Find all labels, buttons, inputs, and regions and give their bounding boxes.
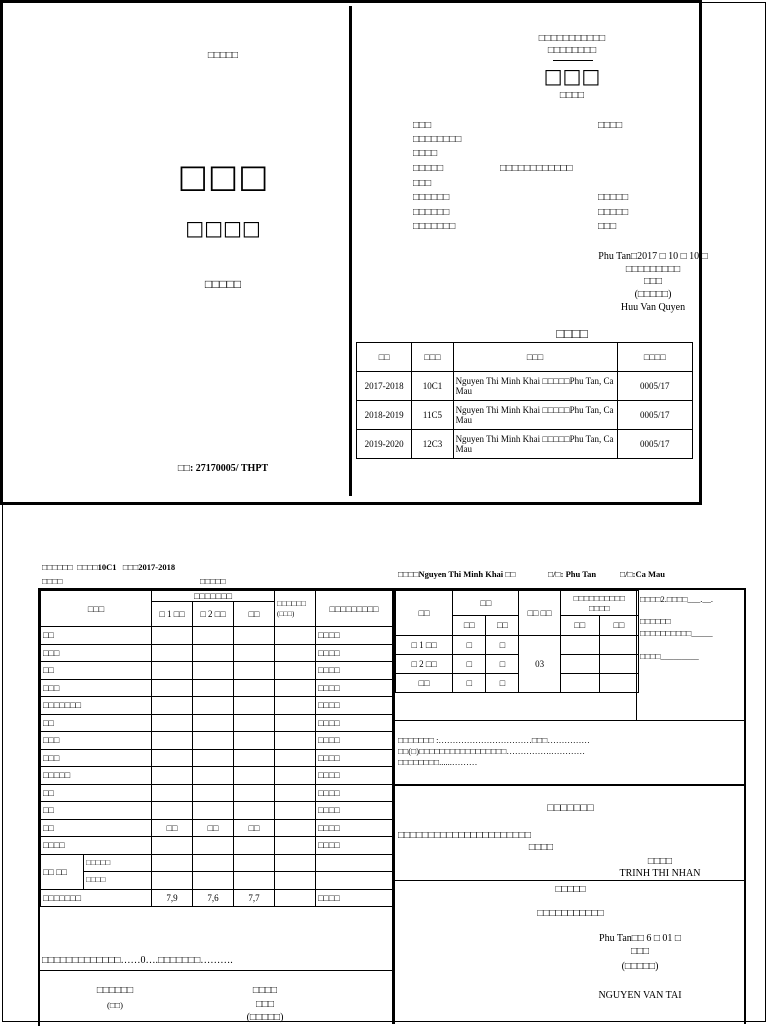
info-header-line1: □□□□□□□□□□□ [538, 33, 606, 44]
principal-line3: (□□□□□) [621, 961, 659, 972]
history-col-class: □□□ [412, 343, 453, 372]
cover-caption: □□□□□ [204, 277, 242, 291]
principal-line2: □□□ [630, 946, 650, 957]
elective-subject: □□□□ [84, 872, 152, 890]
table-row [357, 401, 693, 430]
grade-subject: □□ [41, 662, 152, 680]
history-year: 2017-2018 [357, 372, 412, 401]
grade-subject: □□ [41, 714, 152, 732]
grade-col-group: □□□□□□□ [152, 591, 275, 602]
teacher-signature: □□□□ [316, 767, 393, 785]
history-col-code: □□□□ [617, 343, 692, 372]
table-row [41, 714, 393, 732]
history-title: □□□□ [556, 326, 588, 341]
homeroom-teacher-name: TRINH THI NHAN [619, 868, 701, 879]
grade-subject: □□□ [41, 749, 152, 767]
homeroom-title: □□□□□□□ [547, 802, 594, 814]
side-note-1: □□□□2.□□□□___.__. [640, 594, 713, 604]
history-class: 12C3 [412, 430, 453, 459]
attendance-table [395, 590, 639, 693]
info-sign-line3: (□□□□□) [634, 289, 672, 300]
grade-subject: □□□□□□□ [41, 697, 152, 715]
info-field: □□□□□□ [413, 207, 450, 218]
grade-subject: □□ [41, 802, 152, 820]
page2-right-school: □□□□Nguyen Thi Minh Khai □□ [398, 569, 516, 579]
info-field-right: □□□□□□□□□□□□ [500, 163, 573, 174]
info-sign-line2: □□□ [643, 276, 663, 287]
history-code: 0005/17 [617, 430, 692, 459]
grade-subject: □□□□□ [41, 767, 152, 785]
grade-table [40, 590, 393, 907]
table-row [41, 802, 393, 820]
average-year: 7,7 [234, 889, 275, 907]
table-row [41, 644, 393, 662]
att-value: □ [453, 636, 486, 655]
average-label: □□□□□□□ [41, 889, 152, 907]
info-signer-name: Huu Van Quyen [620, 302, 686, 313]
grade-col-s2: □ 2 □□ [193, 602, 234, 627]
att-bottom-line [395, 720, 746, 721]
att-value: □ [453, 655, 486, 674]
cover-big-title: □□□ [177, 157, 269, 195]
grade-subject: □□ [41, 819, 152, 837]
table-row [396, 636, 639, 655]
info-field-right: □□□□□ [598, 192, 629, 203]
table-row [396, 655, 639, 674]
teacher-signature: □□□□ [316, 837, 393, 855]
att-term: □ 1 □□ [396, 636, 453, 655]
teacher-signature: □□□□ [316, 662, 393, 680]
history-col-school: □□□ [453, 343, 617, 372]
history-class: 11C5 [412, 401, 453, 430]
remark-line-2: □□(□)□□□□□□□□□□□□□□□□□…………….………… [398, 746, 585, 756]
att-value: □ [486, 655, 519, 674]
att-col-term: □□ [396, 591, 453, 636]
table-row [41, 767, 393, 785]
remark-line-1: □□□□□□□ :……………………………□□□…………… [398, 735, 590, 745]
table-row [41, 662, 393, 680]
grade-subject: □□□ [41, 732, 152, 750]
page2-left-header-2b: □□□□□ [200, 576, 226, 586]
info-field: □□□ [413, 120, 432, 131]
att-sub: □□ [599, 615, 638, 635]
att-col-rating: □□□□□□□□□□ □□□□ [560, 591, 638, 616]
section-divider [395, 880, 746, 881]
table-row [41, 697, 393, 715]
grade-col-subject: □□□ [41, 591, 152, 627]
att-sub: □□ [453, 615, 486, 635]
info-field-right: □□□ [598, 221, 617, 232]
side-box-border [636, 588, 637, 720]
teacher-signature: □□□□ [316, 644, 393, 662]
homeroom-sign: □□□□ [647, 856, 673, 867]
info-field-right: □□□□□ [598, 207, 629, 218]
grade-subject: □□□ [41, 679, 152, 697]
teacher-signature: □□□□ [316, 627, 393, 645]
table-row [41, 679, 393, 697]
teacher-signature: □□□□ [316, 714, 393, 732]
table-row [41, 749, 393, 767]
att-term: □ 2 □□ [396, 655, 453, 674]
teacher-signature: □□□□ [316, 732, 393, 750]
table-row [41, 837, 393, 855]
absent-days: 03 [519, 636, 560, 693]
teacher-signature: □□□□ [316, 889, 393, 907]
grade-col-s1: □ 1 □□ [152, 602, 193, 627]
principal-date: Phu Tan□□ 6 □ 01 □ [599, 933, 681, 944]
grade-subject: □□□ [41, 644, 152, 662]
average-s2: 7,6 [193, 889, 234, 907]
average-s1: 7,9 [152, 889, 193, 907]
book-spine [349, 6, 352, 496]
side-note-4: □□□□_________ [640, 651, 699, 661]
att-col-cond: □□ [453, 591, 519, 616]
principal-title: □□□□□ [555, 884, 586, 895]
grade-subject: □□ [41, 784, 152, 802]
table-row [357, 430, 693, 459]
info-title-sub: □□□□ [559, 90, 585, 101]
page2-right-province: □/□:Ca Mau [620, 569, 665, 579]
cover-top-label: □□□□□ [207, 50, 239, 61]
grade-subject: □□ [41, 627, 152, 645]
att-col-absent: □□ □□ [519, 591, 560, 636]
teacher-signature: □□□□ [316, 802, 393, 820]
info-date: Phu Tan□2017 □ 10 □ 10 □ [598, 251, 708, 262]
table-row [41, 732, 393, 750]
table-row [41, 627, 393, 645]
grade-footer-line: □□□□□□□□□□□□□……0….□□□□□□□………. [42, 955, 233, 966]
signature-block-2-line2: □□□ [255, 999, 275, 1010]
info-sign-title: □□□□□□□□□ [625, 264, 681, 275]
grade-subject: □□□□ [41, 837, 152, 855]
side-note-2: □□□□□□ [640, 616, 671, 626]
teacher-signature: □□□□ [316, 784, 393, 802]
table-header-row [357, 343, 693, 372]
teacher-signature: □□□□ [316, 679, 393, 697]
history-col-year: □□ [357, 343, 412, 372]
homeroom-comment-2: □□□□ [528, 842, 554, 853]
history-year: 2018-2019 [357, 401, 412, 430]
history-school: Nguyen Thi Minh Khai □□□□□Phu Tan, Ca Mau [453, 430, 617, 459]
page2-left-header-2a: □□□□ [42, 576, 63, 586]
teacher-signature: □□□□ [316, 819, 393, 837]
info-field: □□□□□□□ [413, 221, 456, 232]
history-class: 10C1 [412, 372, 453, 401]
grade-col-teacher: □□□□□□□□□ [316, 591, 393, 627]
history-code: 0005/17 [617, 372, 692, 401]
info-field: □□□□ [413, 148, 438, 159]
principal-name: NGUYEN VAN TAI [598, 990, 682, 1001]
section-divider [395, 784, 746, 786]
page2-right-district: □/□: Phu Tan [548, 569, 597, 579]
history-table [356, 342, 693, 459]
grade-value: □□ [152, 819, 193, 837]
cover-code: □□: 27170005/ THPT [177, 463, 269, 474]
cover-subtitle: □□□□ [185, 216, 261, 240]
table-row [41, 854, 393, 872]
table-row [396, 674, 639, 693]
teacher-signature: □□□□ [316, 749, 393, 767]
table-row [357, 372, 693, 401]
signature-block-2-line3: (□□□□□) [246, 1012, 284, 1023]
info-field-right: □□□□ [598, 120, 623, 131]
info-header-line2: □□□□□□□□ [547, 45, 597, 56]
info-field: □□□□□□ [413, 192, 450, 203]
remark-line-3: □□□□□□□□......……… [398, 757, 478, 767]
info-field: □□□□□□□□ [413, 134, 462, 145]
table-row [41, 872, 393, 890]
header-underline [553, 60, 593, 61]
history-school: Nguyen Thi Minh Khai □□□□□Phu Tan, Ca Mau [453, 372, 617, 401]
signature-block-1-title: □□□□□□ [96, 985, 134, 996]
grade-col-year: □□ [234, 602, 275, 627]
history-code: 0005/17 [617, 401, 692, 430]
att-sub: □□ [486, 615, 519, 635]
teacher-signature: □□□□ [316, 697, 393, 715]
grade-col-retest: □□□□□□ (□□□) [275, 591, 316, 627]
elective-group: □□ □□ [41, 854, 84, 889]
history-school: Nguyen Thi Minh Khai □□□□□Phu Tan, Ca Mau [453, 401, 617, 430]
table-row [41, 819, 393, 837]
homeroom-comment: □□□□□□□□□□□□□□□□□□□□□□ [398, 830, 531, 841]
table-row [41, 889, 393, 907]
history-year: 2019-2020 [357, 430, 412, 459]
att-value: □ [486, 636, 519, 655]
att-value: □ [453, 674, 486, 693]
signature-block-1-sub: (□□) [107, 1000, 123, 1010]
att-term: □□ [396, 674, 453, 693]
att-value: □ [486, 674, 519, 693]
att-sub: □□ [560, 615, 599, 635]
info-field: □□□ [413, 178, 432, 189]
side-note-3: □□□□□□□□□□_____ [640, 628, 713, 638]
grade-value: □□ [234, 819, 275, 837]
table-row [41, 784, 393, 802]
info-field: □□□□□ [413, 163, 444, 174]
elective-subject: □□□□□ [84, 854, 152, 872]
signature-block-2-title: □□□□ [252, 985, 278, 996]
principal-line: □□□□□□□□□□□ [537, 908, 604, 919]
grade-value: □□ [193, 819, 234, 837]
footer-divider [38, 970, 392, 971]
page2-left-header-1: □□□□□□ □□□□10C1 □□□2017-2018 [42, 562, 176, 572]
info-title: □□□ [543, 64, 601, 88]
